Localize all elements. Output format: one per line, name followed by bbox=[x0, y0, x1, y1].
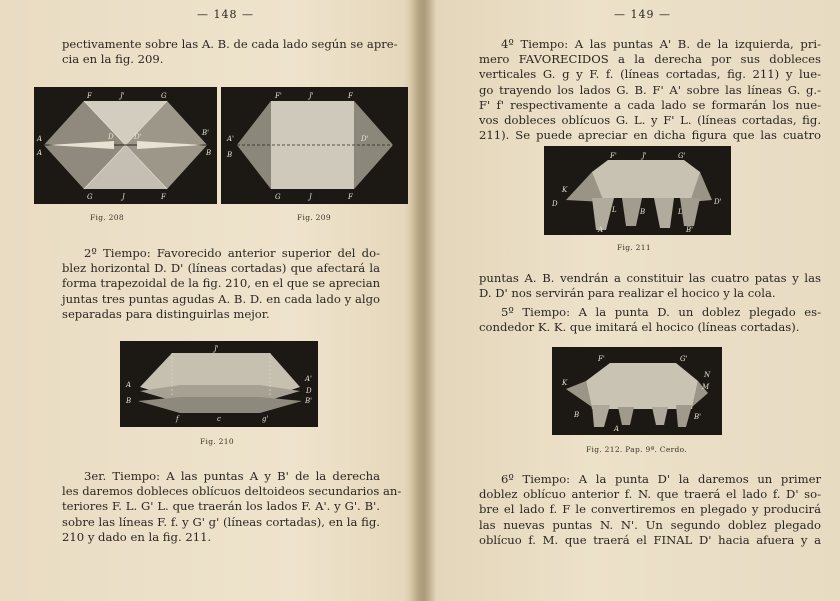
figure-caption: Fig. 209 bbox=[297, 213, 331, 222]
figure-label: F' bbox=[598, 355, 605, 363]
figure-label: J bbox=[309, 193, 312, 201]
figure-label: F bbox=[348, 193, 353, 201]
figure-label: J bbox=[122, 193, 125, 201]
text-line: F' f' respectivamente a cada lado se formarán los nue- bbox=[479, 97, 821, 112]
figure-label: G bbox=[87, 193, 93, 201]
figure-label: A bbox=[614, 425, 620, 433]
text-line: 2º Tiempo: Favorecido anterior superior del do- bbox=[84, 246, 380, 260]
figure-label: B' bbox=[305, 397, 313, 405]
figure-210 bbox=[120, 341, 318, 427]
page-number: — 149 — bbox=[614, 8, 671, 21]
text-line: 3er. Tiempo: A las puntas A y B' de la derecha bbox=[84, 469, 380, 483]
text-line: puntas A. B. vendrán a constituir las cuatro patas y las bbox=[479, 271, 821, 285]
text-line: go trayendo los lados G. B. F' A' sobre las líneas G. g.- bbox=[479, 82, 821, 97]
figure-label: A bbox=[37, 149, 43, 157]
figure-label: B bbox=[640, 208, 646, 216]
figure-label: G' bbox=[680, 355, 688, 363]
figure-label: G bbox=[275, 193, 281, 201]
page-number: — 148 — bbox=[197, 8, 254, 21]
figure-label: G' bbox=[678, 152, 686, 160]
figure-caption: Fig. 211 bbox=[617, 243, 651, 252]
figure-label: K bbox=[562, 379, 568, 387]
text-line: condedor K. K. que imitará el hocico (líneas cortadas). bbox=[479, 320, 800, 335]
figure-label: M bbox=[702, 383, 710, 391]
paragraph bbox=[62, 246, 380, 322]
figure-label: D bbox=[552, 200, 558, 208]
text-line: separadas para distinguirlas mejor. bbox=[62, 306, 270, 321]
text-line: las nuevas puntas N. N'. Un segundo doblez plegado bbox=[479, 517, 821, 532]
text-line: sobre las líneas F. f. y G' g' (líneas cortadas), en la fig. bbox=[62, 514, 380, 529]
paragraph bbox=[62, 37, 398, 67]
figure-212 bbox=[552, 347, 722, 435]
figure-label: F' bbox=[610, 152, 617, 160]
text-line: 4º Tiempo: A las puntas A' B. de la izquierda, pri- bbox=[501, 37, 821, 51]
text-line: 6º Tiempo: A la punta D' la daremos un primer bbox=[501, 472, 821, 486]
text-line: 5º Tiempo: A la punta D. un doblez plegado es- bbox=[501, 305, 821, 319]
text-line: 211). Se puede apreciar en dicha figura que las cuatro bbox=[479, 128, 821, 143]
figure-label: B' bbox=[686, 226, 694, 234]
figure-label: A bbox=[37, 135, 43, 143]
text-line: 210 y dado en la fig. 211. bbox=[62, 529, 212, 544]
figure-label: F bbox=[348, 92, 353, 100]
figure-label: A' bbox=[227, 135, 234, 143]
figure-label: B' bbox=[694, 413, 702, 421]
figure-label: J' bbox=[214, 345, 219, 353]
text-line: mero FAVORECIDOS a la derecha por sus dobleces bbox=[479, 52, 821, 67]
figure-211 bbox=[544, 146, 731, 235]
right-page bbox=[430, 0, 840, 601]
text-line: vos dobleces oblícuos G. L. y F' L. (líneas cortadas, fig. bbox=[479, 113, 821, 128]
text-line: verticales G. g y F. f. (líneas cortadas, fig. 211) y lue- bbox=[479, 67, 821, 82]
text-line: cia en la fig. 209. bbox=[62, 52, 164, 67]
figure-label: F' bbox=[275, 92, 282, 100]
figure-label: D' bbox=[134, 133, 142, 141]
figure-label: B' bbox=[202, 129, 210, 137]
text-line: juntas tres puntas agudas A. B. D. en cada lado y algo bbox=[62, 291, 380, 306]
figure-label: B bbox=[126, 397, 132, 405]
paragraph bbox=[479, 37, 821, 143]
figure-label: L bbox=[678, 208, 683, 216]
text-line: forma trapezoidal de la fig. 210, en el que se aprecian bbox=[62, 276, 381, 291]
figure-label: D bbox=[306, 387, 312, 395]
figure-label: D bbox=[108, 133, 114, 141]
figure-label: g' bbox=[262, 415, 269, 423]
figure-208 bbox=[34, 87, 217, 204]
figure-label: D' bbox=[361, 135, 369, 143]
text-line: bre el lado f. F le convertiremos en plegado y producirá bbox=[479, 502, 821, 517]
figure-label: A bbox=[126, 381, 132, 389]
figure-label: J' bbox=[642, 152, 647, 160]
text-line: les daremos dobleces oblícuos deltoideos secundarios an- bbox=[62, 484, 402, 499]
figure-caption: Fig. 208 bbox=[90, 213, 124, 222]
figure-label: f bbox=[176, 415, 179, 423]
paragraph bbox=[479, 305, 821, 335]
figure-label: A bbox=[598, 226, 604, 234]
text-line: pectivamente sobre las A. B. de cada lado según se apre- bbox=[62, 37, 398, 51]
figure-label: F bbox=[87, 92, 92, 100]
figure-label: N bbox=[704, 371, 711, 379]
figure-label: J' bbox=[309, 92, 314, 100]
text-line: oblícuo f. M. que traerá el FINAL D' hacia afuera y a bbox=[479, 532, 821, 547]
figure-label: B bbox=[206, 149, 212, 157]
figure-caption: Fig. 212. Pap. 9ª. Cerdo. bbox=[586, 445, 687, 454]
figure-label: D' bbox=[714, 198, 722, 206]
figure-label: A' bbox=[305, 375, 312, 383]
figure-label: F bbox=[161, 193, 166, 201]
figure-label: L bbox=[612, 206, 617, 214]
text-line: blez horizontal D. D' (líneas cortadas) que afectará la bbox=[62, 261, 380, 276]
paragraph bbox=[479, 472, 821, 548]
paragraph bbox=[479, 271, 821, 301]
figure-label: B bbox=[574, 411, 580, 419]
figure-label: J' bbox=[120, 92, 125, 100]
figure-label: K bbox=[562, 186, 568, 194]
paragraph bbox=[62, 469, 402, 545]
text-line: teriores F. L. G' L. que traerán los lados F. A'. y G'. B'. bbox=[62, 499, 380, 514]
figure-caption: Fig. 210 bbox=[200, 437, 234, 446]
text-line: doblez oblícuo anterior f. N. que traerá el lado f. D' so- bbox=[479, 487, 821, 502]
figure-label: B bbox=[227, 151, 233, 159]
figure-label: c bbox=[217, 415, 221, 423]
figure-label: G bbox=[161, 92, 167, 100]
text-line: D. D' nos servirán para realizar el hocico y la cola. bbox=[479, 286, 776, 301]
figure-209 bbox=[221, 87, 408, 204]
